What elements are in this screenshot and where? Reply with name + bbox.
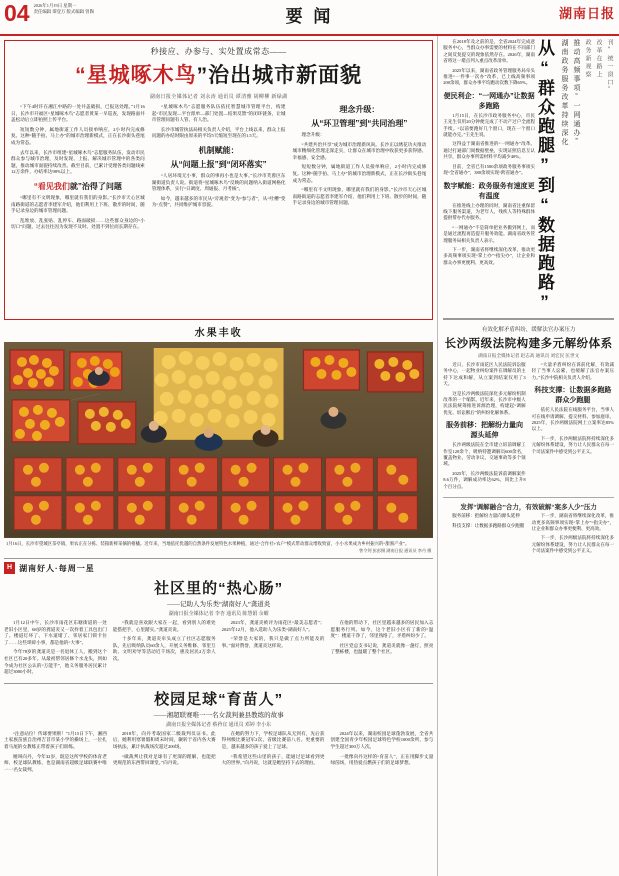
paragraph: 去年以来，长沙市组建“星城啄木鸟”志愿服务队伍，发动市民群众参与城市治理，及时发现、上报、解决城市管理中的各类问题，推动城市面貌持续改善。截至目前，已累计受理各类问题线索12万余件，办结率达98%以上。: [11, 149, 145, 175]
paragraph: “做裁判让我对足球有了更深的理解，也能把更规范的东西带回课堂。”向丹说。: [112, 753, 216, 766]
main-column: [0, 36, 437, 876]
masthead-date: 2026年1月19日 星期一: [33, 3, 77, 8]
lead-col3-text: [293, 132, 427, 207]
lead-headline-highlight: 星城啄木鸟: [86, 64, 197, 87]
paragraph: 短短数分钟，属地街道工作人员接单响应，2小时内完成修复。这种“随手拍、马上办”的城市治理新模式，正在长沙街头巷尾成为常态。: [292, 164, 427, 183]
subhead-label-tail: 从“环卫管理”到“共同治理”: [311, 119, 408, 128]
lead-subhead-1: [11, 181, 145, 192]
paragraph: “星城啄木鸟”志愿服务队伍依托智慧城市管理平台，构建起“市民发现—平台派单—部门处置—结果反馈”的闭环链条，让城市管理问题有人管、有人治。: [151, 104, 286, 123]
paragraph: 1月15日，在长沙市政务服务中心，市民王先生仅用20分钟便完成了不动产过户全流程手续。“以前要跑好几个窗口，现在一个窗口就能办完。”王先生说。: [443, 112, 535, 138]
court-col-2: [532, 362, 614, 493]
masthead-editors: 责任编辑 谭登万 版式编辑 曾陶: [33, 9, 94, 14]
paragraph: 在2018年及之前的是，全省2024年完成意 服务中心，当群众办事需要的材料在不同部门之间反复提交的现象依然存在。2026年，湖南省将这一堵点列入重点改革清单。: [443, 39, 535, 64]
paragraph: 在推进线上办理的同时，湖南省注重保留线下服务渠道，为老年人、残疾人等特殊群体提供帮办代办服务。: [443, 202, 535, 221]
lead-subhead-3b: [293, 118, 427, 129]
feature-col-3: [222, 620, 325, 679]
court-byline: 湖南日报全媒体记者 赵志高 通讯员 刘宏民 匡世文: [478, 353, 580, 358]
paragraph: “我希望这些山里的孩子，能通过足球看到更大的世界。”向丹说，这就是她坚持下去的理由。: [221, 753, 325, 766]
court-columns: [443, 362, 614, 493]
bottom-kicker: 发挥“调解融合”合力，有效破解“案多人少”压力: [460, 504, 597, 512]
lead-headline-quote-open: “: [75, 64, 87, 87]
football-story: [0, 688, 437, 777]
paragraph: 下一步，湖南省将继续深化改革，推动更多高频事项实现“掌上办”“指尖办”，让企业和群众办事更便利、更高效。: [531, 513, 615, 531]
paragraph: 1月12日中午，长沙市雨花区东塘街道的一处老旧小区里，68岁的龚道炎又一次拎着工具包出门了。楼道灯坏了、下水道堵了、邻居家门锁卡住了……这些琐碎小事，都是他的“大事”。: [4, 620, 107, 645]
subhead-label-tail: 从“问题上报”到“闭环落实”: [170, 159, 267, 169]
lead-col1-text: [11, 104, 145, 176]
paragraph: 2025年以来，湖南省政务管理服务局牵头推进“一件事一次办”改革，已上线高频事项200余项，群众办事平均跑动次数下降65%。: [443, 67, 535, 86]
court-headline: 长沙两级法院构建多元解纷体系: [444, 338, 613, 350]
right-divider: [443, 318, 614, 320]
lead-col-3: [293, 104, 427, 234]
paragraph: “哪里有不文明现象，哪里就有我们的身影。”长沙市天心区城南路街道的志愿者李建军介绍，他们利用上下班、散步的时间，随手记录身边的城市管理问题。: [11, 194, 145, 214]
football-col-2: [113, 731, 216, 777]
photo-caption: [4, 541, 433, 554]
court-kicker: 有效化解矛盾纠纷，缓解法官办案压力: [481, 327, 576, 333]
subhead-label: 机制赋能：: [198, 145, 239, 155]
harvest-photo-graphic: [4, 342, 433, 538]
paragraph: “我就是喜欢跟大家在一起，看到别人的难处能搭把手，心里踏实。”龚道炎说。: [112, 620, 216, 632]
paragraph: 短短数分钟，属地街道工作人员接单响应，2小时内完成修复。这种“随手拍、马上办”的城市治理新模式，正在长沙街头巷尾成为常态。: [11, 126, 145, 145]
paragraph: 她叫向丹，今年32岁，既是这所学校的体育老师、校足球队教练，也是湖南省超级足球联赛中唯一一名女裁判。: [4, 753, 107, 772]
paragraph: “共建共治共享”成为城市治理新风尚。长沙正以绣花功夫推动城市精细化管理走深走实，让群众在城市治理中收获更多获得感、幸福感、安全感。: [292, 141, 427, 160]
lead-col-2: [152, 104, 286, 234]
vertical-side-label-2: 改革在路上: [595, 39, 601, 79]
football-subtitle: ——湘超联赛唯一一名女裁判兼县教练的故事: [153, 711, 284, 719]
lead-columns: [11, 104, 426, 234]
lead-col2-text: [152, 104, 286, 140]
lead-byline: 湖南日报全媒体记者 刘永涛 通讯员 谭清雅 胡柳柳 新绿湖: [149, 95, 288, 100]
subhead-label: 理念升级：: [339, 105, 380, 114]
paragraph: 十多年来，龚道炎牵头成立了社区志愿服务队，先后吸纳队员60余人，开展义务维修、邻里互助、文明劝导等活动近千场次，惠及居民2万余人次。: [112, 636, 216, 661]
feature-label: 湖南好人·每周一星: [19, 563, 95, 573]
right-top-row: [443, 39, 614, 313]
lead-col2-text-2: [152, 173, 286, 209]
paragraph: “荣誉是大家的，我只是做了点力所能及的事。”面对赞誉，龚道炎这样说。: [221, 636, 325, 648]
lead-subhead-3: [293, 104, 427, 115]
photo-credit: 曾令剑 彭彭摄 湖南日报 通讯员 李丹 摄: [359, 548, 432, 553]
paragraph: 今年78岁的龚道炎是一名退休工人，搬到这个社区已有20多年。从最初帮邻居修个水龙头，到如今成为社区公认的“万能手”，他义务服务居民累计超过3000小时。: [4, 649, 107, 675]
lead-headline-tail: ”治出城市新面貌: [196, 64, 363, 87]
paragraph: 长沙两级法院在全市建立诉前调解工作室120余个，吸纳特邀调解员600余名，覆盖物业、劳动争议、交通事故等多个领域。: [443, 442, 526, 467]
paragraph: 2025年，长沙两级法院诉前调解案件8.6万件，调解成功率达62%，同比上升8个百分点。: [443, 470, 526, 489]
paper-nameplate: 湖南日报: [558, 6, 615, 21]
paragraph: 2018年，向丹考取国家二级裁判员证书。此后，她利用寒暑假和周末时间，辗转于省内各大赛场执法，累计执裁场次超过200场。: [112, 730, 216, 749]
lead-headline: [11, 59, 426, 89]
photo-image: [4, 342, 433, 538]
feature-columns: [0, 620, 437, 679]
hunan-good-person-icon: H: [4, 562, 15, 574]
lead-col1-text-2: [11, 195, 145, 231]
paragraph: 下一步，长沙两级法院将持续深化多元解纷体系建设，努力让人民群众在每一个司法案件中感受到公平正义。: [531, 535, 615, 554]
vertical-subtitle-2: 推动高频事项“一网通办”: [573, 39, 580, 147]
right-column: [437, 36, 619, 876]
vertical-main-title: 从“群众跑腿”到“数据跑路”: [535, 39, 554, 313]
photo-title: 水果丰收: [194, 328, 243, 339]
paragraph: 在她的努力下，学校足球队从无到有，先后获得州级比赛冠军2次、省级比赛前八名。更重要的是，越来越多的孩子爱上了足球。: [221, 730, 325, 749]
paragraph: “人居环境无小事，群众的事再小也是大事。”长沙市芙蓉区东湖街道负责人说。街道将“星城啄木鸟”反映的问题纳入街道网格化管理体系，实行“日调度、周通报、月考核”。: [151, 172, 286, 192]
paragraph: “下午4时许在湘江中路的一处井盖破损，已报送处理。”1月16日，长沙市开福区“星城啄木鸟”志愿者黄某一早巡查，发现路面井盖松动后立即拍照上传平台。: [11, 104, 145, 123]
section-title: 要 闻: [285, 7, 334, 26]
paragraph: 一批像向丹这样的“育苗人”，正在用脚步丈量绿茵场，用热爱点燃孩子们的足球梦想。: [330, 753, 434, 766]
bottom-columns: [443, 513, 614, 557]
court-sub-2: 科技支撑：让数据多跑路群众少跑腿: [534, 387, 612, 405]
photo-story: [4, 324, 433, 554]
paragraph: 这是长沙两级法院深化多元解纷机制改革的一个缩影。近年来，长沙市中级人民法院统筹推进诉源治理，构建起“调解优先、诉讼断后”的纠纷化解体系。: [443, 390, 526, 415]
feature-subtitle: ——记助人为乐类“湖南好人”龚道炎: [167, 601, 271, 608]
paragraph: 在他的带动下，社区里越来越多的居民加入志愿服务行列。如今，这个老旧小区有了新的“温度”：楼道干净了，邻里熟络了，矛盾纠纷少了。: [330, 620, 434, 639]
bottom-col-1: [443, 513, 525, 557]
paragraph: “大量矛盾纠纷在诉前化解，有效减轻了当事人讼累，也缓解了法官办案压力。”长沙中院相关负责人介绍。: [531, 362, 615, 380]
page-number: 04: [4, 0, 30, 26]
football-col-1: [4, 731, 107, 777]
paragraph: 社区党总支书记说，龚道炎就像一盏灯，照亮了整栋楼，也温暖了整个社区。: [330, 642, 434, 655]
feature-col-1: [4, 620, 107, 679]
subhead-highlight: 看见我们: [37, 181, 70, 191]
lead-story: [4, 40, 433, 320]
feature-title: 社区里的“热心肠”: [154, 580, 284, 597]
paragraph: 依托人民法院在线服务平台，当事人可在线申请调解、提交材料、参加庭审。2025年，长沙两级法院网上立案率达85%以上。: [531, 407, 615, 432]
paragraph: 如今，越来越多的市民从“旁观者”变为“参与者”，从“吐槽”变为“点赞”，共同维护城市容貌。: [151, 195, 286, 208]
lead-kicker: 秒接应、办参与、实处置成常态——: [150, 47, 287, 56]
paragraph: 服务前移：把解纷力量向源头延伸: [452, 513, 520, 519]
paragraph: 这得益于湖南省推进的“一网通办”改革。通过打通部门间数据壁垒，实现证照信息互认共享，群众办事所需材料平均减少40%。: [443, 141, 535, 160]
vertical-headline-group: [535, 39, 614, 313]
paragraph: 目前，全省已有1500余项政务服务事项实现“全省通办”，380余项实现“跨省通办”。: [443, 163, 535, 176]
paragraph: 近日，长沙市雨花区人民法院诉讼服务中心，一起物业纠纷案件在调解员的主持下达成和解，从立案到结案仅用了3天。: [443, 362, 526, 387]
paragraph: “注意站位！传球要果断！”1月15日下午，湘西土家族苗族自治州吉首市某小学的操场上，一位扎着马尾的女教练正带着孩子们训练。: [4, 730, 107, 749]
feature-col-4: [330, 620, 433, 679]
paragraph: 科技支撑：让数据多跑路群众少跑腿: [452, 522, 525, 528]
feature-header: [0, 559, 437, 574]
vertical-side-label: 政务新观察: [584, 39, 590, 79]
paragraph: 理念升级：: [301, 132, 325, 137]
divider-2: [4, 683, 433, 684]
lead-col-1: [11, 104, 145, 234]
paragraph: “一网通办”不是简单把业务搬到网上，而是通过流程再造提升服务效能。湖南省政务管理服务局相关负责人表示。: [443, 224, 535, 243]
masthead: [0, 0, 619, 36]
vertical-side-label-3: 刊“统一窗口”: [606, 39, 612, 95]
bottom-col-2: [532, 513, 614, 557]
feature-story: [0, 559, 437, 679]
football-col-4: [330, 731, 433, 777]
football-byline: 湖南日报全媒体记者 蔡矜宜 通讯员 邓婷 李小东: [166, 722, 272, 728]
feature-col-2: [113, 620, 216, 679]
paragraph: 2024年以来，湖南校园足球蓬勃发展，全省共创建全国青少年校园足球特色学校1000余所，参与学生超过300万人次。: [330, 730, 434, 749]
lead-subhead-2: [152, 145, 286, 156]
paragraph: 2023年，龚道炎被评为雨花区“最美志愿者”；2025年12月，他入选助人为乐类“湖南好人”。: [221, 620, 325, 632]
right-sub-2: 数字赋能：政务服务有速度更有温度: [443, 182, 535, 200]
lead-subhead-2b: [152, 159, 286, 170]
subhead-tail: 就”治得了问题: [69, 181, 122, 191]
paragraph: “哪里有不文明现象，哪里就有我们的身影。”长沙市天心区城南路街道的志愿者李建军介绍，他们利用上下班、散步的时间，随手记录身边的城市管理问题。: [292, 187, 427, 206]
football-col-3: [222, 731, 325, 777]
subhead-quote: “: [33, 181, 38, 191]
photo-caption-text: 1月16日，长沙市望城区茶亭镇，果农正在分拣、装箱新鲜采摘的柑橘。近年来，当地依托优越的自然条件发展特色水果种植，通过“合作社+农户”模式带动群众增收致富，小小水果成为乡村振兴的“甜蜜产业”。: [6, 541, 410, 546]
right-top-block: [438, 36, 619, 561]
paragraph: 乱堆放、乱张贴、乱停车、路面破损……这些群众身边的“小切口”问题，过去往往因为发现不及时、处置不到位而长期存在。: [11, 217, 145, 230]
paragraph: 长沙市城管执法局相关负责人介绍，平台上线以来，群众上报问题的办结时限由原来的平均5天缩短至现在的1.5天。: [151, 126, 286, 139]
right-top-text-col: [443, 39, 535, 313]
paragraph: 下一步，长沙两级法院将持续深化多元解纷体系建设，努力让人民群众在每一个司法案件中感受到公平正义。: [531, 435, 615, 454]
right-divider-2: [443, 497, 614, 498]
football-title: 校园足球“育苗人”: [154, 690, 284, 708]
right-sub-1: 便民利企：“一网通办”让数据多跑路: [443, 92, 535, 110]
court-sub-1: 服务前移：把解纷力量向源头延伸: [445, 422, 523, 440]
page-body: [0, 36, 619, 876]
vertical-subtitle-1: 湖南政务服务改革持续深化: [561, 39, 568, 147]
football-columns: [0, 731, 437, 777]
court-col-1: [443, 362, 525, 493]
feature-byline: 湖南日报全媒体记者 李杏 通讯员 陈慧娟 余曜: [168, 612, 269, 617]
paragraph: 下一步，湖南省将继续深化改革，推动更多高频事项实现“掌上办”“指尖办”，让企业和群众办事更便利、更高效。: [443, 246, 535, 265]
